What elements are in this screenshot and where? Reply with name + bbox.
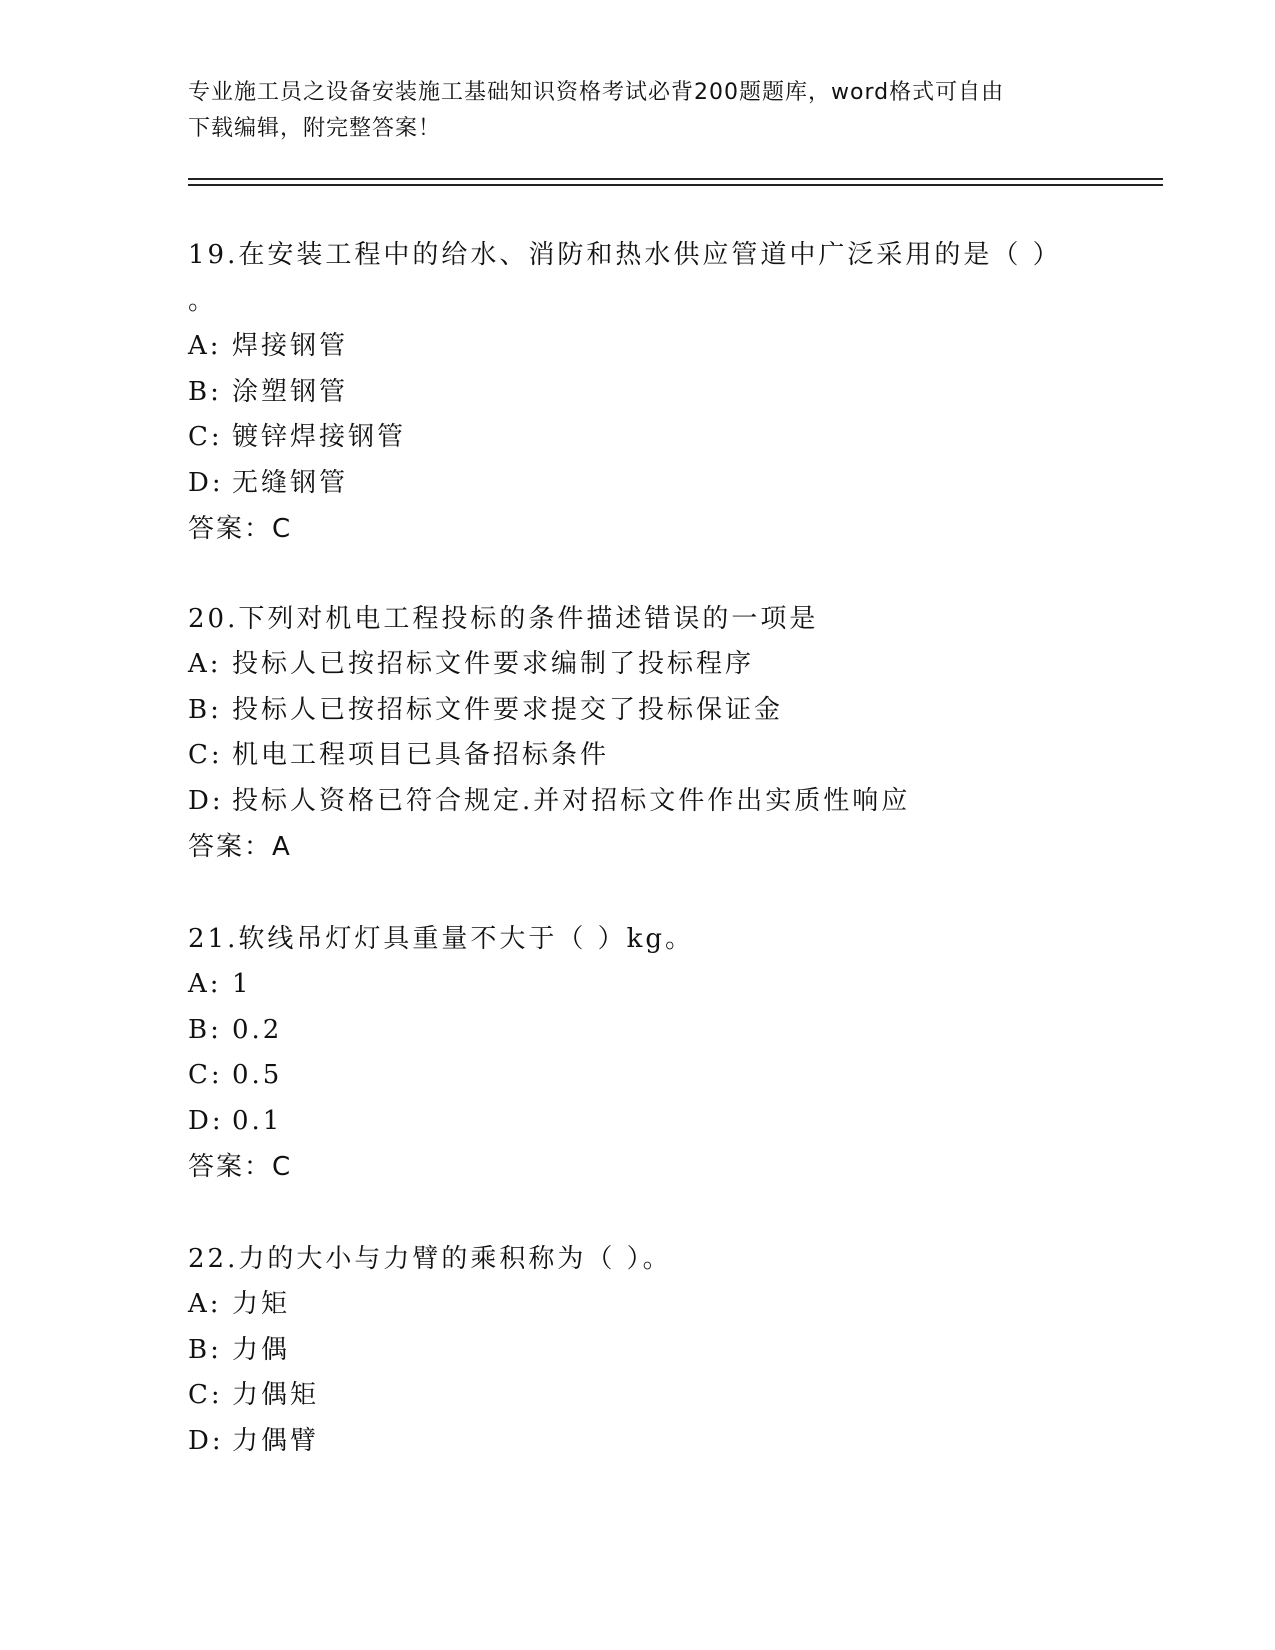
document-header xyxy=(188,75,1088,147)
option-d xyxy=(188,461,1088,507)
answer-line: 答案：C xyxy=(188,1152,293,1182)
option-key: D: xyxy=(188,785,224,816)
option-key: B: xyxy=(188,1334,222,1365)
header-line-1: 专业施工员之设备安装施工基础知识资格考试必背200题题库，word格式可自由 xyxy=(188,80,1005,105)
option-key: C: xyxy=(188,1380,223,1410)
option-key: B: xyxy=(188,1014,222,1045)
option-key: A: xyxy=(188,969,222,999)
option-text: 1 xyxy=(232,969,252,999)
option-text: 涂塑钢管 xyxy=(232,376,349,407)
question-19 xyxy=(188,232,1088,552)
option-text: 力矩 xyxy=(232,1289,291,1319)
question-stem: 20.下列对机电工程投标的条件描述错误的一项是 xyxy=(188,604,819,634)
question-stem: 22.力的大小与力臂的乘积称为（ ）。 xyxy=(188,1244,672,1274)
question-stem: 19.在安装工程中的给水、消防和热水供应管道中广泛采用的是（ ） xyxy=(188,240,1062,270)
option-text: 投标人已按招标文件要求编制了投标程序 xyxy=(232,649,755,679)
option-key: D: xyxy=(188,1105,224,1136)
option-text: 0.1 xyxy=(232,1105,283,1136)
option-b xyxy=(188,688,1088,734)
option-b xyxy=(188,1328,1088,1374)
answer-line: 答案：A xyxy=(188,832,292,862)
option-text: 0.5 xyxy=(232,1060,283,1090)
option-text: 无缝钢管 xyxy=(232,467,349,498)
option-a xyxy=(188,1282,1088,1328)
option-key: B: xyxy=(188,376,222,407)
option-text: 力偶臂 xyxy=(232,1425,320,1456)
option-key: A: xyxy=(188,649,222,679)
option-b xyxy=(188,370,1088,416)
option-c xyxy=(188,1373,1088,1419)
answer-line: 答案：C xyxy=(188,514,293,544)
option-text: 力偶矩 xyxy=(232,1380,320,1410)
option-d xyxy=(188,779,1088,825)
option-key: B: xyxy=(188,694,222,725)
option-text: 机电工程项目已具备招标条件 xyxy=(232,740,610,770)
header-line-2: 下载编辑，附完整答案！ xyxy=(188,116,442,141)
option-c xyxy=(188,415,1088,461)
option-key: A: xyxy=(188,1289,222,1319)
header-divider-bottom xyxy=(188,184,1163,186)
header-divider-top xyxy=(188,178,1163,180)
question-stem: 21.软线吊灯灯具重量不大于（ ）kg。 xyxy=(188,924,695,954)
question-stem-continuation: 。 xyxy=(188,286,218,316)
option-b xyxy=(188,1008,1088,1054)
option-key: D: xyxy=(188,467,224,498)
option-a xyxy=(188,324,1088,370)
option-d xyxy=(188,1099,1088,1145)
option-a xyxy=(188,642,1088,688)
option-key: C: xyxy=(188,1060,223,1090)
option-c xyxy=(188,733,1088,779)
question-21 xyxy=(188,916,1088,1190)
option-text: 0.2 xyxy=(232,1014,283,1045)
option-key: C: xyxy=(188,740,223,770)
option-key: A: xyxy=(188,331,222,361)
option-key: D: xyxy=(188,1425,224,1456)
option-a xyxy=(188,962,1088,1008)
question-22 xyxy=(188,1236,1088,1464)
option-text: 焊接钢管 xyxy=(232,331,349,361)
option-c xyxy=(188,1053,1088,1099)
question-20 xyxy=(188,596,1088,870)
option-text: 力偶 xyxy=(232,1334,291,1365)
option-key: C: xyxy=(188,422,223,452)
option-d xyxy=(188,1419,1088,1465)
option-text: 投标人资格已符合规定.并对招标文件作出实质性响应 xyxy=(232,785,911,816)
option-text: 投标人已按招标文件要求提交了投标保证金 xyxy=(232,694,784,725)
option-text: 镀锌焊接钢管 xyxy=(232,422,407,452)
